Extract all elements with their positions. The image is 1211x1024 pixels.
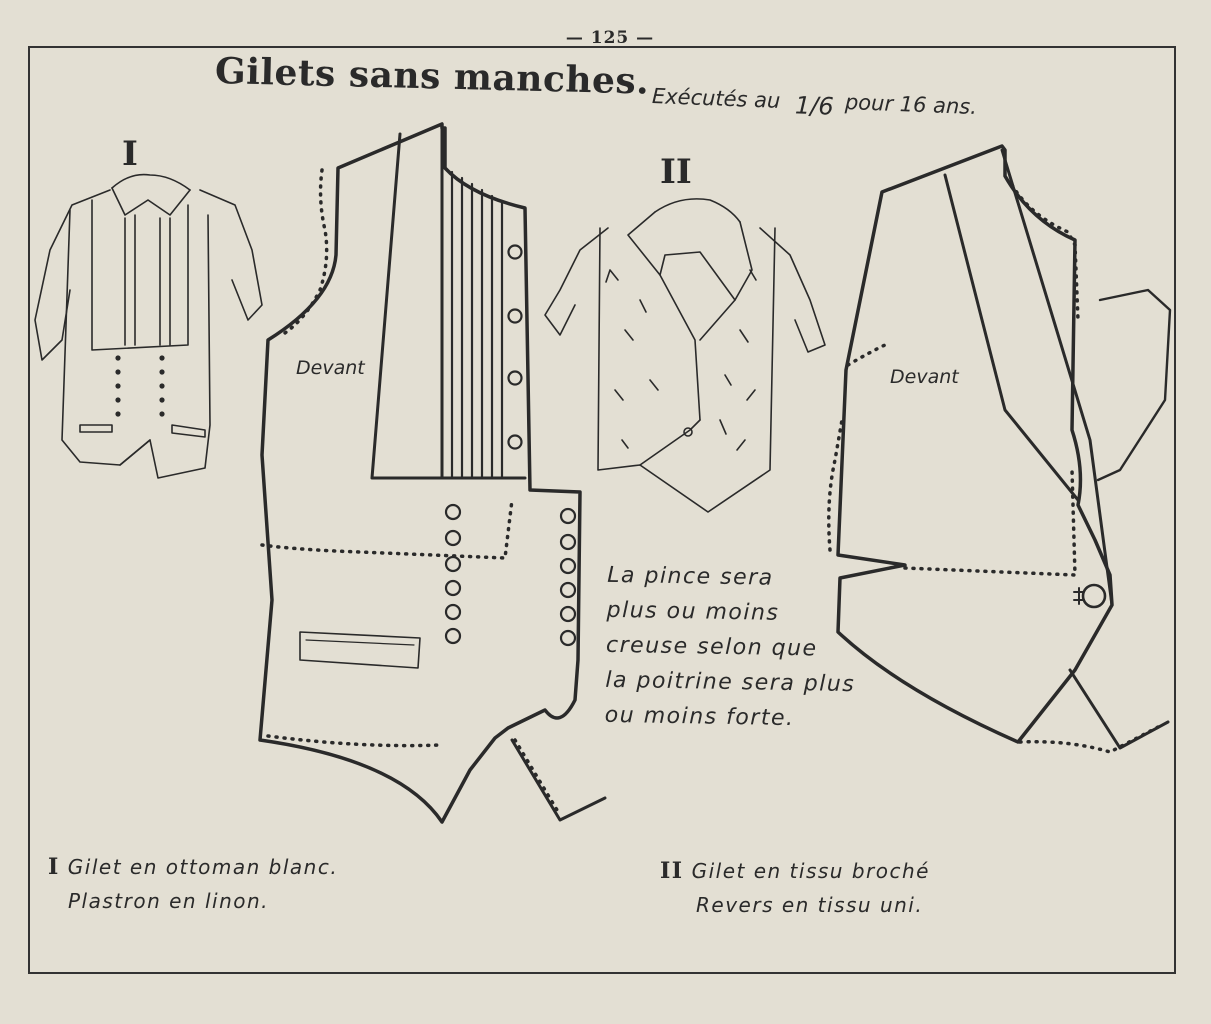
figure-one-numeral: I [122,134,138,174]
caption-one-line1: Gilet en ottoman blanc. [67,855,339,879]
page-subtitle-end: pour 16 ans. [844,90,978,120]
dart-note-line: La pince sera [607,562,774,591]
pattern-one-label: Devant [296,357,365,379]
caption-one-line2: Plastron en linon. [68,889,270,913]
caption-two-line2: Revers en tissu uni. [696,893,924,917]
page-subtitle: Exécutés au [651,84,781,113]
pattern-two-front [838,146,1170,748]
dart-note-line: la poitrine sera plus [605,667,856,698]
caption-two [660,854,930,922]
scale-fraction: 1/6 [794,91,835,121]
figure-two-numeral: II [660,152,692,192]
caption-one [48,850,338,918]
caption-two-line1: Gilet en tissu broché [691,859,930,883]
page-number: — 125 — [565,28,655,48]
page-title: Gilets sans manches. [214,50,650,103]
dart-note [604,558,857,737]
caption-one-numeral: I [48,854,60,880]
pattern-two-label: Devant [890,366,959,388]
caption-two-numeral: II [660,858,684,884]
dart-note-line: creuse selon que [605,632,818,662]
vest-one-illustration [35,175,262,478]
vest-two-illustration [545,199,825,512]
dart-note-line: ou moins forte. [604,702,795,732]
pattern-one-front [260,124,605,822]
dart-note-line: plus ou moins [606,597,780,626]
